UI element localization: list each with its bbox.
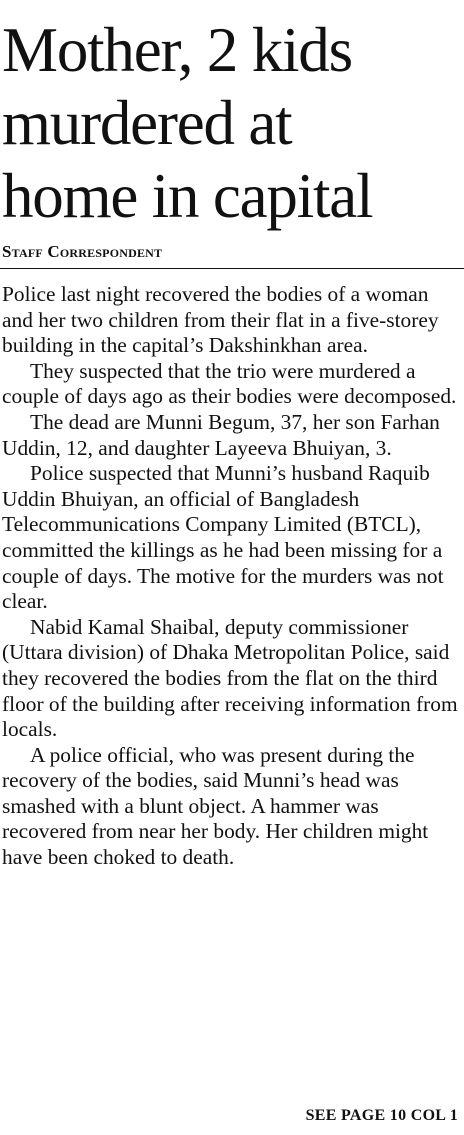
paragraph-3: The dead are Munni Begum, 37, her son Farhan Uddin, 12, and daughter Layeeva Bhuiyan, 3. xyxy=(2,409,440,460)
continued-on-page-link[interactable]: SEE PAGE 10 COL 1 xyxy=(305,1107,458,1124)
headline-line-1: Mother, 2 kids xyxy=(2,15,352,85)
headline-line-2: murdered at xyxy=(2,88,292,158)
article-body xyxy=(2,282,462,871)
byline-divider xyxy=(0,268,464,269)
headline-line-3: home in capital xyxy=(2,161,373,231)
headline xyxy=(2,0,462,233)
paragraph-1: Police last night recovered the bodies of a woman and her two children from their flat in a five-storey building in the capital’s Dakshinkhan area. xyxy=(2,282,439,358)
paragraph-4: Police suspected that Munni’s husband Raquib Uddin Bhuiyan, an official of Bangladesh Telecommunications Company Limited (BTCL), committed the killings as he had been missing for a couple of days. The motive for the murders was not clear. xyxy=(2,461,444,614)
paragraph-2: They suspected that the trio were murdered a couple of days ago as their bodies were decomposed. xyxy=(2,358,457,409)
paragraph-6: A police official, who was present during the recovery of the bodies, said Munni’s head was smashed with a blunt object. A hammer was recovered from near her body. Her children might have been choked to death. xyxy=(2,742,429,870)
byline: Staff Correspondent xyxy=(2,242,163,261)
paragraph-5: Nabid Kamal Shaibal, deputy commissioner (Uttara division) of Dhaka Metropolitan Police, said they recovered the bodies from the flat on the third floor of the building after receiving information from locals. xyxy=(2,614,458,742)
